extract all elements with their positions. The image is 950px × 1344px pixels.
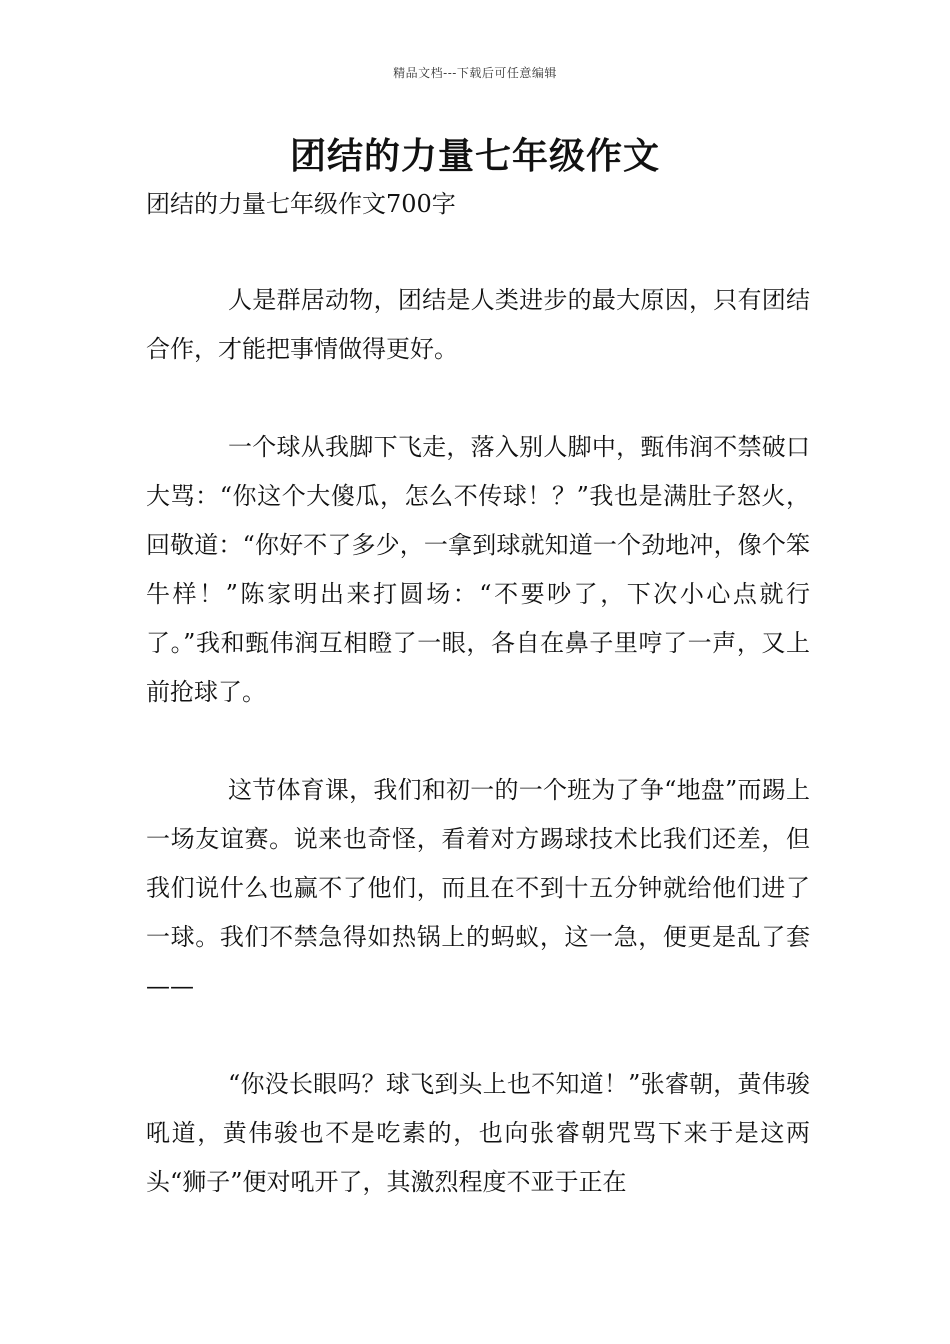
document-title: 团结的力量七年级作文 bbox=[289, 136, 660, 177]
document-body bbox=[146, 276, 810, 1256]
paragraph-1: 人是群居动物，团结是人类进步的最大原因，只有团结合作，才能把事情做得更好。 bbox=[146, 286, 810, 363]
paragraph-4: “你没长眼吗？球飞到头上也不知道！”张睿朝，黄伟骏吼道，黄伟骏也不是吃素的，也向张睿朝咒骂下来于是这两头“狮子”便对吼开了，其激烈程度不亚于正在 bbox=[146, 1070, 810, 1196]
document-subtitle: 团结的力量七年级作文700字 bbox=[146, 190, 456, 218]
paragraph-3: 这节体育课，我们和初一的一个班为了争“地盘”而踢上一场友谊赛。说来也奇怪，看着对方踢球技术比我们还差，但我们说什么也赢不了他们，而且在不到十五分钟就给他们进了一球。我们不禁急得如热锅上的蚂蚁，这一急，便更是乱了套—— bbox=[146, 776, 810, 1000]
paragraph-2: 一个球从我脚下飞走，落入别人脚中，甄伟润不禁破口大骂：“你这个大傻瓜，怎么不传球！？”我也是满肚子怒火，回敬道：“你好不了多少，一拿到球就知道一个劲地冲，像个笨牛样！”陈家明出来打圆场：“不要吵了，下次小心点就行了。”我和甄伟润互相瞪了一眼，各自在鼻子里哼了一声，又上前抢球了。 bbox=[146, 433, 810, 706]
header-note: 精品文档---下载后可任意编辑 bbox=[393, 66, 557, 80]
